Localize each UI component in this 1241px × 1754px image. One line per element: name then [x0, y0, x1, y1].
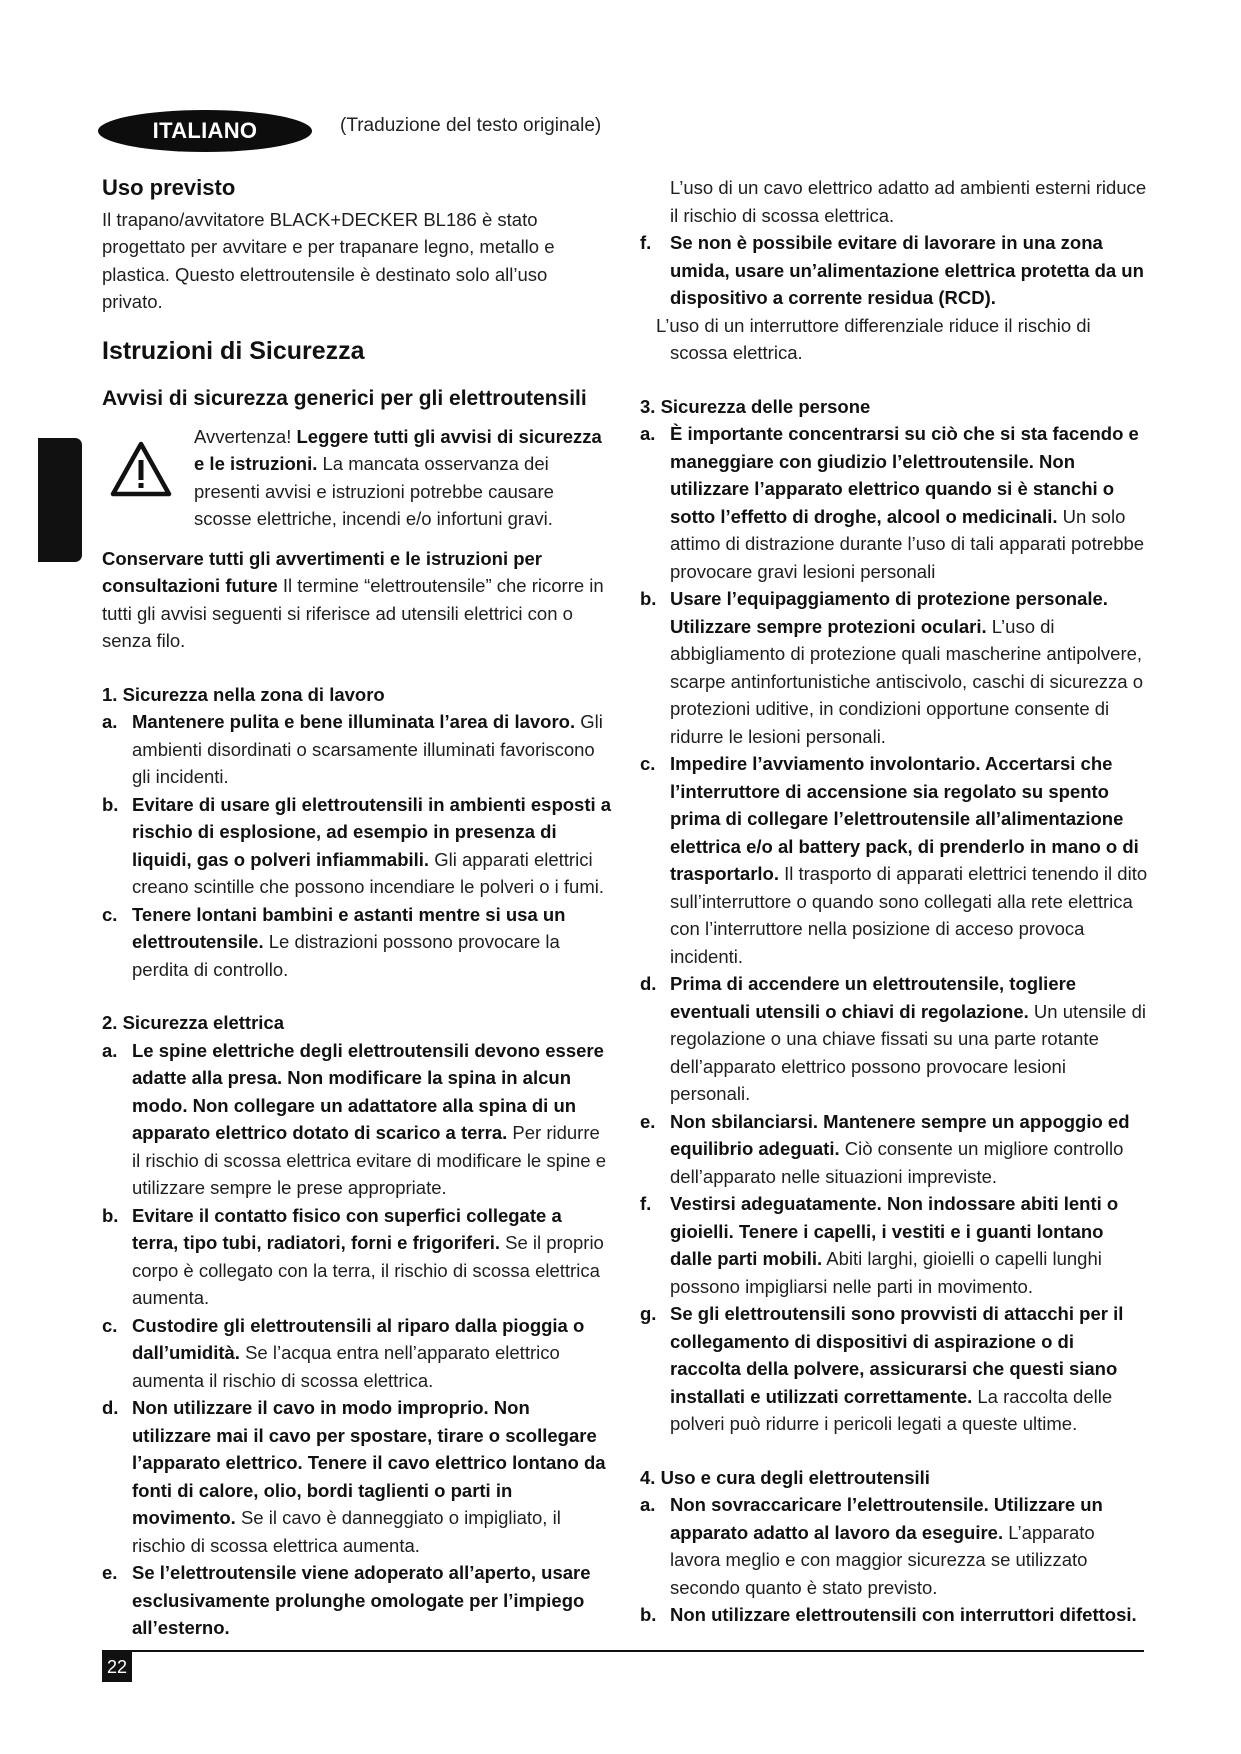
list-item: f. Vestirsi adeguatamente. Non indossare abiti lenti o gioielli. Tenere i capelli, i vestiti e i guanti lontano dalle parti mobili. Abiti larghi, gioielli o capelli lunghi possono impigliarsi nelle parti in movimento.	[640, 1193, 1119, 1297]
safety-instructions-heading: Istruzioni di Sicurezza	[102, 336, 365, 365]
section-3-heading: 3. Sicurezza delle persone	[640, 395, 871, 417]
section-4-heading: 4. Uso e cura degli elettroutensili	[640, 1466, 930, 1488]
rcd-note: L’uso di un interruttore differenziale riduce il rischio di scossa elettrica.	[656, 314, 1091, 363]
warning-triangle-icon	[110, 441, 172, 497]
section-1-heading: 1. Sicurezza nella zona di lavoro	[102, 683, 385, 705]
language-side-tab	[38, 438, 82, 562]
language-badge: ITALIANO	[98, 110, 312, 152]
intended-use-text: Il trapano/avvitatore BLACK+DECKER BL186 è stato progettato per avvitare e per trapanare legno, metallo e plastica. Questo elettroutensile è destinato solo all’uso privato.	[102, 208, 555, 312]
list-item: e. Non sbilanciarsi. Mantenere sempre un appoggio ed equilibrio adeguati. Ciò consente un migliore controllo dell’apparato nelle situazioni impreviste.	[640, 1110, 1130, 1187]
general-warnings-heading: Avvisi di sicurezza generici per gli elettroutensili	[102, 387, 587, 410]
list-item: a. Le spine elettriche degli elettroutensili devono essere adatte alla presa. Non modificare la spina in alcun modo. Non collegare un adattatore alla spina di un apparato elettrico dotato di scarico a terra. Per ridurre il rischio di scossa elettrica evitare di modificare le spine e utilizzare sempre le prese appropriate.	[102, 1039, 607, 1198]
conserve-bold: Conservare tutti gli avvertimenti e le istruzioni per consultazioni future	[102, 547, 543, 596]
left-column	[102, 174, 612, 1642]
list-item: c. Custodire gli elettroutensili al riparo dalla pioggia o dall’umidità. Se l’acqua entra nell’apparato elettrico aumenta il rischio di scossa elettrica.	[102, 1314, 585, 1391]
warning-text: La mancata osservanza dei presenti avvisi e istruzioni potrebbe causare scosse elettriche, incendi e/o infortuni gravi.	[194, 453, 554, 529]
list-item: f. Se non è possibile evitare di lavorare in una zona umida, usare un’alimentazione elettrica protetta da un dispositivo a corrente residua (RCD).	[640, 232, 1144, 308]
warning-lead: Avvertenza!	[194, 425, 297, 447]
list-item: c. Tenere lontani bambini e astanti mentre si usa un elettroutensile. Le distrazioni possono provocare la perdita di controllo.	[102, 903, 566, 980]
list-item: b. Usare l’equipaggiamento di protezione personale. Utilizzare sempre protezioni oculari. L’uso di abbigliamento di protezione quali mascherine antipolvere, scarpe antinfortunistiche antiscivolo, caschi di sicurezza o protezioni uditive, in condizioni opportune consente di ridurre le lesioni personali.	[640, 588, 1144, 747]
list-item: b. Evitare il contatto fisico con superfici collegate a terra, tipo tubi, radiatori, forni e frigoriferi. Se il proprio corpo è collegato con la terra, il rischio di scossa elettrica aumenta.	[102, 1204, 604, 1308]
conserve-text: Il termine “elettroutensile” che ricorre in tutti gli avvisi seguenti si riferisce ad utensili elettrici con o senza filo.	[102, 575, 604, 651]
list-item: a. Mantenere pulita e bene illuminata l’area di lavoro. Gli ambienti disordinati o scarsamente illuminati favoriscono gli incidenti.	[102, 711, 603, 787]
intended-use-heading: Uso previsto	[102, 175, 236, 200]
list-item: a. Non sovraccaricare l’elettroutensile. Utilizzare un apparato adatto al lavoro da eseguire. L’apparato lavora meglio e con maggior sicurezza se utilizzato secondo quanto è stato previsto.	[640, 1494, 1103, 1598]
continuation-text: L’uso di un cavo elettrico adatto ad ambienti esterni riduce il rischio di scossa elettrica.	[670, 177, 1147, 226]
conserve-paragraph	[102, 545, 612, 655]
footer-divider	[102, 1650, 1144, 1652]
list-item: e. Se l’elettroutensile viene adoperato all’aperto, usare esclusivamente prolunghe omologate per l’impiego all’esterno.	[102, 1562, 591, 1638]
translation-note: (Traduzione del testo originale)	[340, 115, 602, 136]
list-item: d. Non utilizzare il cavo in modo improprio. Non utilizzare mai il cavo per spostare, tirare o scollegare l’apparato elettrico. Tenere il cavo elettrico lontano da fonti di calore, olio, bordi taglienti o parti in movimento. Se il cavo è danneggiato o impigliato, il rischio di scossa elettrica aumenta.	[102, 1397, 606, 1556]
list-item: c. Impedire l’avviamento involontario. Accertarsi che l’interruttore di accensione sia regolato su spento prima di collegare l’elettroutensile all’alimentazione elettrica e/o al battery pack, di prenderlo in mano o di trasportarlo. Il trasporto di apparati elettrici tenendo il dito sull’interruttore o quando sono collegati alla rete elettrica con l’interruttore nella posizione di acceso provoca incidenti.	[640, 753, 1148, 967]
list-item: b. Non utilizzare elettroutensili con interruttori difettosi.	[640, 1604, 1137, 1625]
list-item: g. Se gli elettroutensili sono provvisti di attacchi per il collegamento di dispositivi di aspirazione o di raccolta della polvere, assicurarsi che questi siano installati e utilizzati correttamente. La raccolta delle polveri può ridurre i pericoli legati a queste ultime.	[640, 1303, 1124, 1434]
list-item: b. Evitare di usare gli elettroutensili in ambienti esposti a rischio di esplosione, ad esempio in presenza di liquidi, gas o polveri infiammabili. Gli apparati elettrici creano scintille che possono incendiare le polveri o i fumi.	[102, 793, 612, 897]
list-item: a. È importante concentrarsi su ciò che si sta facendo e maneggiare con giudizio l’elettroutensile. Non utilizzare l’apparato elettrico quando si è stanchi o sotto l’effetto di droghe, alcool o medicinali. Un solo attimo di distrazione durante l’uso di tali apparati potrebbe provocare gravi lesioni personali	[640, 423, 1145, 582]
warning-bold: Leggere tutti gli avvisi di sicurezza e le istruzioni.	[194, 425, 602, 474]
warning-block	[102, 423, 612, 535]
section-2-heading: 2. Sicurezza elettrica	[102, 1012, 285, 1033]
page-number: 22	[102, 1652, 132, 1682]
list-item: d. Prima di accendere un elettroutensile, togliere eventuali utensili o chiavi di regolazione. Un utensile di regolazione o una chiave fissati su una parte rotante dell’apparato elettrico possono provocare lesioni personali.	[640, 973, 1147, 1104]
right-column	[640, 174, 1150, 1629]
